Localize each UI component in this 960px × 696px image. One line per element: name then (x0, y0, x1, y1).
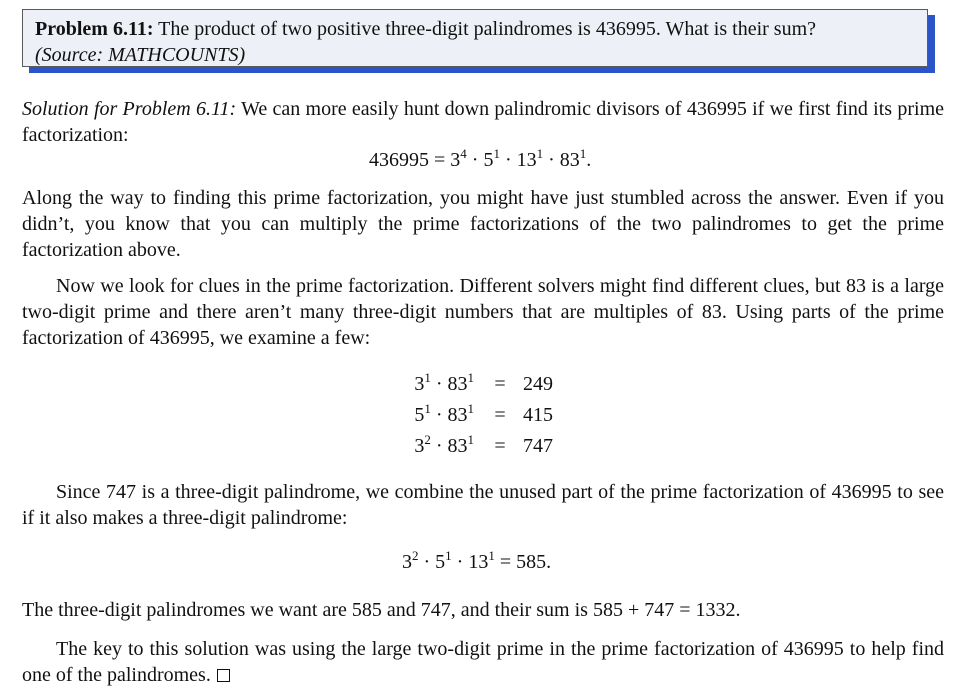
complement-equation: $3^2 \cdot 5^1 \cdot 13^1 = 585$. (402, 548, 552, 573)
factor-row: $5^1 \cdot 83^1$ = 415 (414, 401, 553, 426)
qed-square-icon (217, 669, 230, 682)
factor-row: $3^1 \cdot 83^1$ = 249 (414, 370, 553, 395)
problem-label: Problem 6.11: (35, 18, 154, 40)
paragraph-answer: The three-digit palindromes we want are 585 and 747, and their sum is 585 + 747 = 1332. (22, 599, 741, 621)
solution-label: Solution for Problem 6.11: (22, 98, 237, 120)
factor-row: $3^2 \cdot 83^1$ = 747 (414, 432, 553, 457)
solution-intro (22, 96, 944, 148)
equation-lhs: 436995 = (369, 149, 446, 171)
equation-period: . (586, 149, 592, 171)
conclusion-text: The key to this solution was using the large two-digit prime in the prime factorization of 436995 to help find one of the palindromes. (22, 638, 944, 686)
paragraph-along-the-way: Along the way to finding this prime factorization, you might have just stumbled across the answer. Even if you didn’t, you know that you can multiply the prime factorizations of the two palindromes to get the prime factorization above. (22, 187, 944, 261)
paragraph-conclusion (22, 636, 944, 688)
problem-statement: The product of two positive three-digit palindromes is 436995. What is their sum? (158, 18, 816, 40)
solution-intro-text: We can more easily hunt down palindromic divisors of 436995 if we first find its prime factorization: (22, 98, 945, 146)
problem-source: (Source: MATHCOUNTS) (35, 44, 246, 66)
paragraph-since-747: Since 747 is a three-digit palindrome, we combine the unused part of the prime factorization of 436995 to see if it also makes a three-digit palindrome: (22, 481, 944, 529)
complement-result: = 585. (499, 551, 552, 573)
problem-box (22, 9, 928, 67)
paragraph-clues: Now we look for clues in the prime factorization. Different solvers might find different clues, but 83 is a large two-digit prime and there aren’t many three-digit numbers that are multiples of 83. Using parts of the prime factorization of 436995, we examine a few: (22, 275, 944, 349)
prime-factorization-equation: $436995 = 3^4 \cdot 5^1 \cdot 13^1 \cdot 83^1$. (369, 146, 592, 171)
